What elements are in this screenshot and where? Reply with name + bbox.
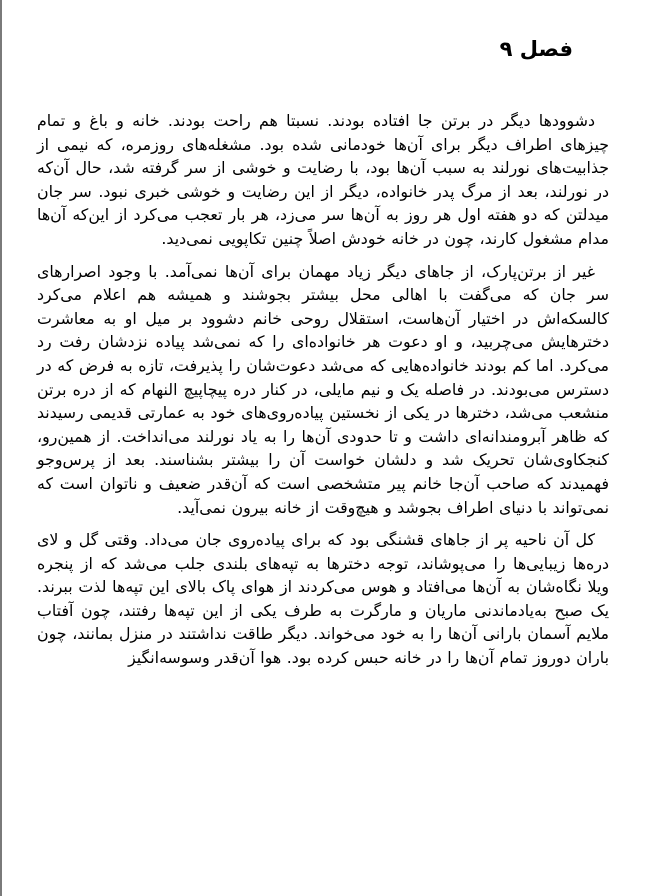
chapter-title: فصل ۹	[499, 37, 573, 61]
paragraph-3: کل آن ناحیه پر از جاهای قشنگی بود که برای پیاده‌روی جان می‌داد. وقتی گل و لای دره‌ها زیبایی‌ها را می‌پوشاند، توجه دخترها به تپه‌های بلندی جلب می‌شد که از پنجره ویلا نگاه‌شان به آن‌ها می‌افتاد و هوس می‌کردند از هوای پاک بالای این تپه‌ها لذت ببرند. یک صبح به‌یادماندنی ماریان و مارگرت به طرف یکی از این تپه‌ها رفتند، چون آفتاب ملایم آسمان بارانی آن‌ها را به خود می‌خواند. دیگر طاقت نداشتند در منزل بمانند، چون باران دوروز تمام آن‌ها را در خانه حبس کرده بود. هوا آن‌قدر وسوسه‌انگیز	[37, 530, 609, 668]
page-edge-line	[0, 0, 2, 896]
paragraph-1: دشوودها دیگر در برتن جا افتاده بودند. نسبتا هم راحت بودند. خانه و باغ و تمام چیزهای اطراف دیگر برای آن‌ها خودمانی شده بود. مشغله‌های روزمره، که نیمی از جذابیت‌های نورلند به سبب آن‌ها بود، با رضایت و خوشی از سر گرفته شد، حال آن‌که در نورلند، بعد از مرگ پدر خانواده، دیگر از این رضایت و خوشی خبری نبود. سر جان میدلتن که دو هفته اول هر روز به آن‌ها سر می‌زد، هر بار تعجب می‌کرد از این‌که آن‌ها مدام مشغول کارند، چون در خانه خودش اصلاً چنین تکاپویی نمی‌دید.	[37, 111, 609, 248]
paragraph-2: غیر از برتن‌پارک، از جاهای دیگر زیاد مهمان برای آن‌ها نمی‌آمد. با وجود اصرارهای سر جان که می‌گفت با اهالی محل بیشتر بجوشند و همیشه هم اعلام می‌کرد کالسکه‌اش در اختیار آن‌هاست، استقلال روحی خانم دشوود بر میل او به معاشرت دخترهایش می‌چربید، و او دعوت هر خانواده‌ای را که نمی‌شد پیاده نزدشان رفت رد می‌کرد. اما کم بودند خانواده‌هایی که می‌شد دعوت‌شان را پذیرفت، تازه به فرض که در دسترس می‌بودند. در فاصله یک و نیم مایلی، در کنار دره پیچاپیچ النهام که از دره برتن منشعب می‌شد، دخترها در یکی از نخستین پیاده‌روی‌های خود به عمارتی قدیمی رسیدند که ظاهر آبرومندانه‌ای داشت و تا حدودی آن‌ها را به یاد نورلند می‌انداخت. از همین‌رو، کنجکاوی‌شان تحریک شد و دلشان خواست آن را بیشتر بشناسند. بعد از پرس‌وجو فهمیدند که صاحب آن‌جا خانم پیر متشخصی است که آن‌قدر ضعیف و ناتوان است که نمی‌تواند با دنیای اطراف بجوشد و هیچ‌وقت از خانه بیرون نمی‌آید.	[37, 261, 609, 517]
chapter-body	[37, 109, 609, 679]
